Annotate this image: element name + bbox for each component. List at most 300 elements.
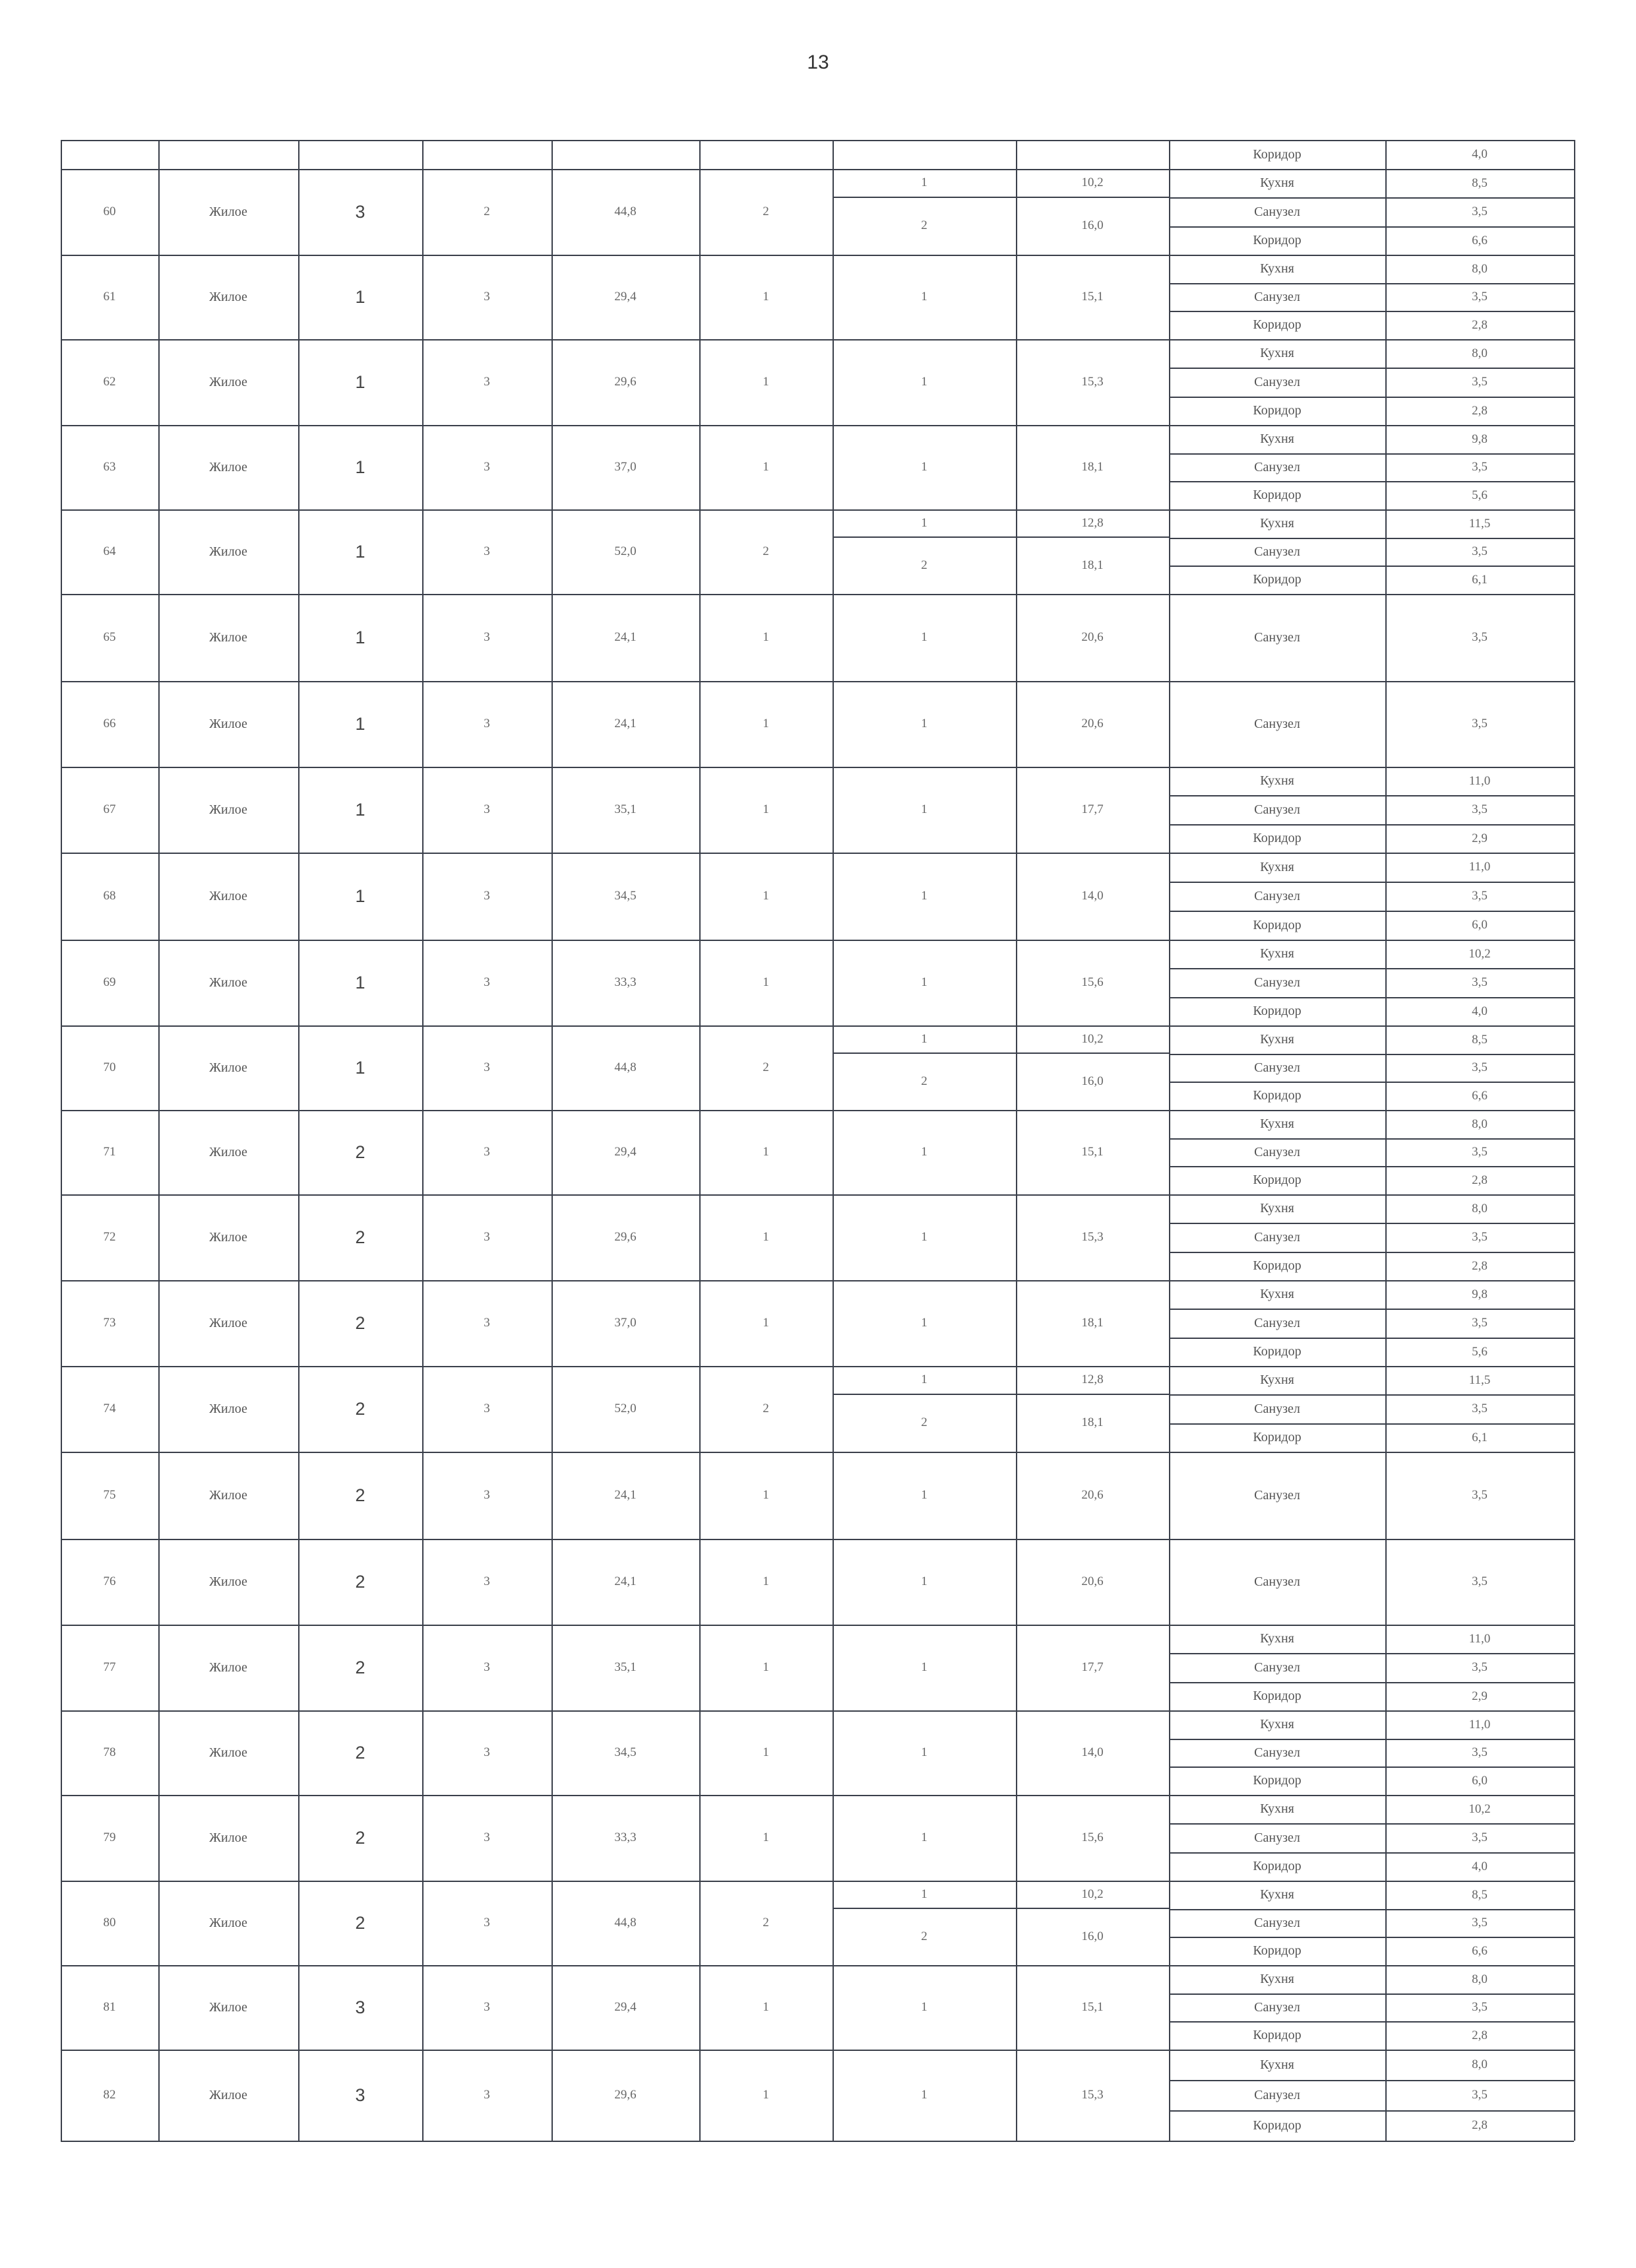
aux-room-name: Коридор	[1253, 1859, 1302, 1873]
aux-room-name: Санузел	[1254, 1574, 1300, 1589]
aux-room-area: 3,5	[1472, 889, 1488, 903]
apartment-type: Жилое	[209, 888, 247, 903]
aux-room-area: 3,5	[1472, 460, 1488, 474]
aux-room-area: 4,0	[1472, 1859, 1488, 1873]
apartment-total-area: 29,6	[614, 2088, 637, 2102]
aux-room-name: Санузел	[1254, 802, 1300, 817]
aux-room-area: 3,5	[1472, 1831, 1488, 1844]
apartment-type: Жилое	[209, 1401, 247, 1416]
apartment-rooms: 3	[484, 1574, 490, 1588]
apartment-floor: 3	[355, 201, 365, 222]
aux-subrow-line	[1169, 824, 1574, 826]
apartment-type: Жилое	[209, 1660, 247, 1675]
apartment-total-area: 33,3	[614, 1831, 637, 1844]
apartment-total-area: 35,1	[614, 802, 637, 816]
apartment-number: 77	[103, 1660, 116, 1674]
aux-subrow-line	[1169, 197, 1574, 199]
aux-subrow-line	[1169, 1252, 1574, 1253]
living-subrow-line	[833, 1908, 1169, 1909]
aux-subrow-line	[1169, 566, 1574, 567]
apartment-type: Жилое	[209, 289, 247, 304]
apartment-floor: 1	[355, 541, 365, 562]
apartment-total-area: 52,0	[614, 1402, 637, 1415]
living-room-area: 18,1	[1081, 558, 1104, 572]
apartment-living-rooms: 1	[763, 2088, 769, 2102]
living-room-area: 17,7	[1081, 802, 1104, 816]
living-room-area: 15,1	[1081, 2000, 1104, 2014]
apartment-number: 64	[103, 544, 116, 558]
aux-subrow-line	[1169, 1138, 1574, 1140]
living-room-number: 1	[921, 2088, 928, 2102]
column-line	[699, 140, 701, 2141]
column-line	[298, 140, 299, 2141]
apartment-living-rooms: 1	[763, 1230, 769, 1244]
aux-room-name: Коридор	[1253, 572, 1302, 587]
apartment-living-rooms: 1	[763, 1488, 769, 1502]
aux-subrow-line	[1169, 368, 1574, 369]
living-room-number: 1	[921, 2000, 928, 2014]
apartment-type: Жилое	[209, 1574, 247, 1589]
living-room-number: 2	[921, 1415, 928, 1429]
apartment-rooms: 3	[484, 630, 490, 644]
aux-room-name: Коридор	[1253, 1773, 1302, 1788]
living-room-area: 12,8	[1081, 1373, 1104, 1386]
apartment-rooms: 3	[484, 544, 490, 558]
apartment-floor: 1	[355, 627, 365, 647]
aux-room-name: Кухня	[1260, 1117, 1294, 1131]
aux-room-area: 4,0	[1472, 147, 1488, 161]
aux-room-area: 3,5	[1472, 1745, 1488, 1759]
aux-room-name: Коридор	[1253, 1088, 1302, 1103]
living-room-number: 2	[921, 558, 928, 572]
aux-subrow-line	[1169, 1682, 1574, 1683]
aux-room-name: Санузел	[1254, 888, 1300, 903]
apartment-living-rooms: 1	[763, 1145, 769, 1159]
apartment-living-rooms: 2	[763, 205, 769, 218]
apartment-type: Жилое	[209, 1229, 247, 1245]
living-room-area: 10,2	[1081, 1887, 1104, 1901]
aux-room-name: Коридор	[1253, 2118, 1302, 2133]
aux-room-name: Санузел	[1254, 1999, 1300, 2015]
apartment-floor: 3	[355, 2085, 365, 2105]
aux-room-name: Санузел	[1254, 1830, 1300, 1845]
apartment-total-area: 52,0	[614, 544, 637, 558]
aux-room-name: Кухня	[1260, 346, 1294, 360]
aux-subrow-line	[1169, 997, 1574, 998]
column-line	[551, 140, 553, 2141]
living-room-area: 15,6	[1081, 975, 1104, 989]
living-room-area: 14,0	[1081, 1745, 1104, 1759]
aux-room-name: Коридор	[1253, 917, 1302, 932]
aux-subrow-line	[1169, 882, 1574, 883]
living-room-area: 16,0	[1081, 218, 1104, 232]
apartment-living-rooms: 1	[763, 889, 769, 903]
row-separator	[61, 1366, 1574, 1367]
apartment-number: 72	[103, 1230, 116, 1244]
aux-room-area: 11,5	[1468, 1373, 1491, 1387]
apartment-living-rooms: 1	[763, 375, 769, 389]
living-room-number: 1	[921, 1031, 928, 1046]
apartment-total-area: 34,5	[614, 1745, 637, 1759]
aux-subrow-line	[1169, 1309, 1574, 1310]
apartment-floor: 1	[355, 372, 365, 392]
living-room-number: 1	[921, 1660, 928, 1674]
aux-room-area: 11,5	[1468, 516, 1491, 531]
aux-room-name: Коридор	[1253, 403, 1302, 418]
aux-room-name: Кухня	[1260, 1972, 1294, 1986]
apartment-rooms: 3	[484, 2000, 490, 2014]
aux-room-name: Санузел	[1254, 459, 1300, 474]
living-room-area: 18,1	[1081, 1316, 1104, 1330]
living-room-number: 1	[921, 176, 928, 189]
row-separator	[61, 1795, 1574, 1796]
apartment-type: Жилое	[209, 1487, 247, 1503]
apartment-number: 73	[103, 1316, 116, 1330]
page-number: 13	[807, 51, 829, 73]
aux-room-name: Коридор	[1253, 1258, 1302, 1273]
living-room-area: 17,7	[1081, 1660, 1104, 1674]
apartment-living-rooms: 1	[763, 1574, 769, 1588]
aux-room-area: 3,5	[1472, 290, 1488, 304]
aux-room-area: 3,5	[1472, 1230, 1488, 1244]
aux-room-name: Коридор	[1253, 831, 1302, 845]
aux-room-area: 9,8	[1472, 432, 1488, 446]
aux-room-name: Кухня	[1260, 176, 1294, 190]
living-room-number: 1	[921, 1574, 928, 1588]
apartment-number: 65	[103, 630, 116, 644]
aux-subrow-line	[1169, 1338, 1574, 1339]
living-room-number: 2	[921, 1929, 928, 1943]
living-subrow-line	[833, 1394, 1169, 1395]
row-separator	[61, 1025, 1574, 1027]
aux-room-name: Санузел	[1254, 1060, 1300, 1075]
apartment-floor: 2	[355, 1485, 365, 1505]
living-room-area: 15,3	[1081, 375, 1104, 389]
aux-room-name: Санузел	[1254, 975, 1300, 990]
apartment-floor: 2	[355, 1571, 365, 1592]
apartment-rooms: 3	[484, 889, 490, 903]
apartment-floor: 1	[355, 713, 365, 734]
apartment-number: 74	[103, 1402, 116, 1415]
apartment-living-rooms: 1	[763, 630, 769, 644]
apartment-number: 67	[103, 802, 116, 816]
apartment-rooms: 3	[484, 2088, 490, 2102]
apartment-number: 70	[103, 1060, 116, 1074]
apartment-type: Жилое	[209, 2087, 247, 2102]
aux-room-area: 2,8	[1472, 2028, 1488, 2042]
column-line	[1016, 140, 1017, 2141]
row-separator	[61, 940, 1574, 941]
row-separator	[61, 681, 1574, 682]
apartment-total-area: 44,8	[614, 205, 637, 218]
aux-room-name: Санузел	[1254, 1745, 1300, 1760]
aux-room-name: Санузел	[1254, 1915, 1300, 1930]
aux-room-area: 2,8	[1472, 403, 1488, 418]
row-separator	[61, 255, 1574, 256]
aux-room-name: Санузел	[1254, 1660, 1300, 1675]
apartment-rooms: 3	[484, 290, 490, 304]
row-separator	[61, 1710, 1574, 1712]
aux-subrow-line	[1169, 311, 1574, 312]
apartment-number: 62	[103, 375, 116, 389]
aux-room-area: 2,8	[1472, 317, 1488, 332]
living-room-number: 2	[921, 1074, 928, 1088]
living-room-number: 1	[921, 1887, 928, 1901]
row-separator	[61, 169, 1574, 170]
apartment-number: 81	[103, 2000, 116, 2014]
apartment-rooms: 3	[484, 1060, 490, 1074]
living-room-number: 1	[921, 1745, 928, 1759]
apartment-living-rooms: 1	[763, 802, 769, 816]
apartment-living-rooms: 2	[763, 544, 769, 558]
apartment-floor: 2	[355, 1657, 365, 1677]
living-room-area: 12,8	[1081, 515, 1104, 530]
aux-subrow-line	[1169, 911, 1574, 912]
living-room-area: 10,2	[1081, 1031, 1104, 1046]
apartment-total-area: 29,4	[614, 1145, 637, 1159]
living-room-number: 1	[921, 630, 928, 644]
aux-room-area: 2,8	[1472, 2118, 1488, 2132]
aux-room-area: 11,0	[1468, 1717, 1491, 1732]
apartment-floor: 2	[355, 1912, 365, 1933]
apartment-number: 69	[103, 975, 116, 989]
aux-room-name: Коридор	[1253, 488, 1302, 502]
apartment-number: 76	[103, 1574, 116, 1588]
aux-room-name: Санузел	[1254, 1487, 1300, 1503]
apartment-floor: 1	[355, 799, 365, 820]
aux-room-area: 8,0	[1472, 1972, 1488, 1986]
apartment-floor: 2	[355, 1742, 365, 1763]
aux-room-name: Коридор	[1253, 2028, 1302, 2042]
apartment-rooms: 3	[484, 1316, 490, 1330]
aux-room-area: 3,5	[1472, 1916, 1488, 1929]
aux-subrow-line	[1169, 968, 1574, 969]
apartment-type: Жилое	[209, 716, 247, 731]
apartment-rooms: 3	[484, 1745, 490, 1759]
aux-room-area: 2,9	[1472, 831, 1488, 845]
aux-room-area: 3,5	[1472, 375, 1488, 389]
aux-room-area: 11,0	[1468, 1631, 1491, 1646]
apartment-number: 68	[103, 889, 116, 903]
aux-room-name: Коридор	[1253, 1004, 1302, 1018]
apartment-type: Жилое	[209, 1915, 247, 1930]
aux-room-area: 6,6	[1472, 1943, 1488, 1958]
living-subrow-line	[833, 197, 1169, 198]
apartment-type: Жилое	[209, 1830, 247, 1845]
living-room-number: 2	[921, 218, 928, 232]
aux-room-area: 3,5	[1472, 1316, 1488, 1330]
apartment-type: Жилое	[209, 802, 247, 817]
apartment-type: Жилое	[209, 630, 247, 645]
aux-subrow-line	[1169, 1852, 1574, 1854]
apartment-total-area: 29,6	[614, 375, 637, 389]
row-separator	[61, 1280, 1574, 1281]
aux-room-name: Коридор	[1253, 1173, 1302, 1187]
column-line	[61, 140, 62, 2141]
living-room-number: 1	[921, 975, 928, 989]
apartment-type: Жилое	[209, 544, 247, 559]
apartment-total-area: 24,1	[614, 1488, 637, 1502]
apartment-type: Жилое	[209, 1060, 247, 1075]
aux-subrow-line	[1169, 2110, 1574, 2112]
apartment-type: Жилое	[209, 1144, 247, 1159]
aux-room-name: Кухня	[1260, 1201, 1294, 1215]
apartment-rooms: 3	[484, 717, 490, 730]
aux-subrow-line	[1169, 1054, 1574, 1055]
aux-subrow-line	[1169, 1423, 1574, 1425]
aux-room-area: 8,5	[1472, 1032, 1488, 1047]
apartment-living-rooms: 1	[763, 1831, 769, 1844]
aux-room-area: 9,8	[1472, 1287, 1488, 1301]
living-room-number: 1	[921, 1316, 928, 1330]
apartment-total-area: 34,5	[614, 889, 637, 903]
aux-room-name: Санузел	[1254, 289, 1300, 304]
row-separator	[61, 425, 1574, 426]
aux-subrow-line	[1169, 1653, 1574, 1654]
apartment-number: 60	[103, 205, 116, 218]
aux-room-area: 2,9	[1472, 1689, 1488, 1703]
aux-room-area: 3,5	[1472, 802, 1488, 816]
column-line	[1574, 140, 1575, 2141]
row-separator	[61, 853, 1574, 854]
aux-room-name: Санузел	[1254, 204, 1300, 219]
living-room-area: 15,6	[1081, 1831, 1104, 1844]
aux-room-area: 6,6	[1472, 233, 1488, 247]
aux-room-area: 6,1	[1472, 572, 1488, 587]
apartment-type: Жилое	[209, 1999, 247, 2015]
apartment-rooms: 3	[484, 460, 490, 474]
apartment-rooms: 3	[484, 1488, 490, 1502]
aux-room-name: Кухня	[1260, 1373, 1294, 1387]
apartment-total-area: 29,6	[614, 1230, 637, 1244]
apartment-number: 71	[103, 1145, 116, 1159]
living-room-area: 15,1	[1081, 1145, 1104, 1159]
aux-subrow-line	[1169, 1394, 1574, 1396]
aux-room-area: 8,5	[1472, 1887, 1488, 1902]
column-line	[422, 140, 424, 2141]
apartment-rooms: 3	[484, 1916, 490, 1929]
aux-room-area: 5,6	[1472, 1344, 1488, 1359]
aux-subrow-line	[1169, 453, 1574, 455]
apartment-type: Жилое	[209, 1745, 247, 1760]
apartment-living-rooms: 1	[763, 1660, 769, 1674]
living-room-area: 15,1	[1081, 290, 1104, 304]
living-room-number: 1	[921, 1145, 928, 1159]
aux-room-name: Кухня	[1260, 946, 1294, 961]
aux-room-area: 5,6	[1472, 488, 1488, 502]
apartment-number: 80	[103, 1916, 116, 1929]
living-room-number: 1	[921, 1831, 928, 1844]
apartment-floor: 1	[355, 457, 365, 477]
aux-room-area: 3,5	[1472, 717, 1488, 730]
aux-subrow-line	[1169, 538, 1574, 539]
apartment-rooms: 3	[484, 1145, 490, 1159]
apartment-floor: 2	[355, 1227, 365, 1247]
aux-room-area: 3,5	[1472, 1574, 1488, 1588]
apartment-living-rooms: 2	[763, 1916, 769, 1929]
row-separator	[61, 509, 1574, 511]
aux-subrow-line	[1169, 1823, 1574, 1825]
aux-room-name: Кухня	[1260, 1717, 1294, 1732]
aux-room-area: 10,2	[1468, 1801, 1491, 1816]
apartment-floor: 2	[355, 1827, 365, 1848]
apartment-rooms: 3	[484, 1230, 490, 1244]
living-room-area: 16,0	[1081, 1929, 1104, 1943]
aux-room-area: 8,0	[1472, 1117, 1488, 1131]
row-separator	[61, 339, 1574, 340]
aux-room-area: 6,1	[1472, 1430, 1488, 1444]
living-room-area: 20,6	[1081, 1488, 1104, 1502]
apartment-floor: 2	[355, 1312, 365, 1333]
aux-subrow-line	[1169, 2021, 1574, 2023]
apartment-number: 82	[103, 2088, 116, 2102]
living-room-area: 18,1	[1081, 460, 1104, 474]
apartment-number: 63	[103, 460, 116, 474]
aux-room-area: 3,5	[1472, 2000, 1488, 2014]
apartment-living-rooms: 1	[763, 1316, 769, 1330]
aux-room-name: Санузел	[1254, 1229, 1300, 1245]
aux-subrow-line	[1169, 1082, 1574, 1083]
row-separator	[61, 594, 1574, 595]
living-room-number: 1	[921, 889, 928, 903]
living-room-number: 1	[921, 375, 928, 389]
aux-room-name: Санузел	[1254, 1315, 1300, 1330]
apartment-total-area: 35,1	[614, 1660, 637, 1674]
living-room-number: 1	[921, 1488, 928, 1502]
aux-room-area: 2,8	[1472, 1173, 1488, 1187]
aux-subrow-line	[1169, 397, 1574, 398]
aux-room-area: 8,5	[1472, 176, 1488, 190]
apartment-living-rooms: 1	[763, 2000, 769, 2014]
aux-room-name: Кухня	[1260, 1887, 1294, 1902]
apartment-floor: 1	[355, 886, 365, 906]
apartment-number: 66	[103, 717, 116, 730]
aux-room-name: Коридор	[1253, 1689, 1302, 1703]
aux-subrow-line	[1169, 1166, 1574, 1167]
row-separator	[61, 1881, 1574, 1882]
aux-room-area: 3,5	[1472, 1488, 1488, 1502]
living-room-area: 20,6	[1081, 1574, 1104, 1588]
apartment-total-area: 44,8	[614, 1916, 637, 1929]
aux-subrow-line	[1169, 1993, 1574, 1995]
aux-subrow-line	[1169, 283, 1574, 284]
apartment-rooms: 3	[484, 975, 490, 989]
aux-room-name: Санузел	[1254, 1401, 1300, 1416]
living-room-number: 1	[921, 515, 928, 530]
column-line	[1385, 140, 1387, 2141]
aux-room-area: 4,0	[1472, 1004, 1488, 1018]
aux-room-name: Санузел	[1254, 1144, 1300, 1159]
apartment-total-area: 29,4	[614, 2000, 637, 2014]
aux-room-name: Кухня	[1260, 1287, 1294, 1301]
column-line	[158, 140, 160, 2141]
row-separator	[61, 767, 1574, 768]
apartment-living-rooms: 1	[763, 290, 769, 304]
aux-room-area: 3,5	[1472, 544, 1488, 558]
living-room-number: 1	[921, 802, 928, 816]
aux-subrow-line	[1169, 1937, 1574, 1938]
aux-room-area: 6,6	[1472, 1088, 1488, 1103]
apartment-type: Жилое	[209, 374, 247, 389]
row-separator	[61, 1110, 1574, 1111]
apartment-floor: 2	[355, 1142, 365, 1162]
apartment-type: Жилое	[209, 975, 247, 990]
row-separator	[61, 1539, 1574, 1540]
aux-subrow-line	[1169, 1909, 1574, 1910]
aux-subrow-line	[1169, 795, 1574, 796]
living-room-area: 16,0	[1081, 1074, 1104, 1088]
apartment-living-rooms: 1	[763, 460, 769, 474]
